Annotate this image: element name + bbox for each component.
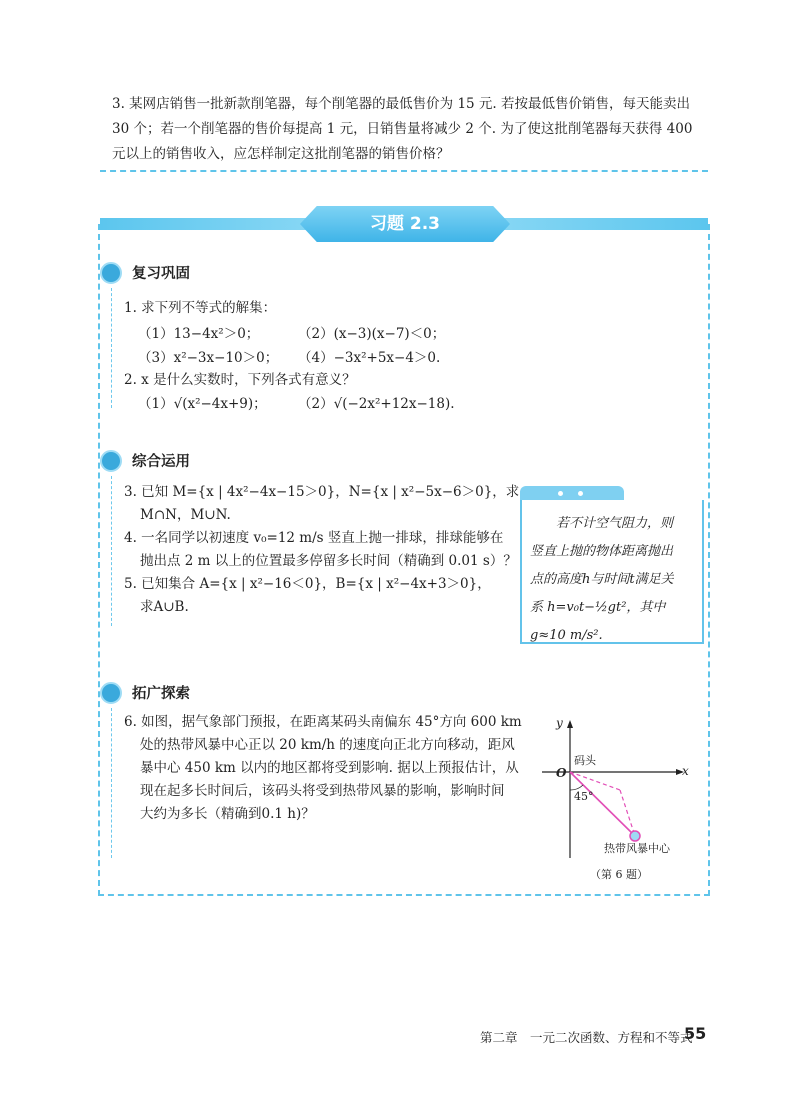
exercise-title: 习题 2.3	[369, 214, 441, 234]
tip-text	[530, 510, 696, 650]
chapter-footer: 第二章 一元二次函数、方程和不等式	[480, 1030, 693, 1045]
storm-label: 热带风暴中心	[604, 842, 670, 855]
section-title-review: 复习巩固	[132, 266, 190, 282]
dashed-line	[570, 772, 620, 790]
tip-line: 点的高度h与时间t满足关	[530, 572, 674, 587]
top-problem-text: 3. 某网店销售一批新款削笔器，每个削笔器的最低售价为 15 元. 若按最低售价销售，每天能卖出 30 个；若一个削笔器的售价每提高 1 元，日销售量将减少 2 个. 为了使这批削笔器每天获得 400 元以上的销售收入，应怎样制定这批削笔器的销售价格？	[112, 96, 693, 162]
question-6-line-5: 大约为多长（精确到0.1 h)？	[140, 806, 315, 822]
section-title-apply: 综合运用	[132, 454, 190, 470]
question-3-line-2: M∩N，M∪N.	[140, 507, 231, 523]
page-number: 55	[684, 1024, 707, 1043]
angle-label: 45°	[574, 790, 594, 803]
tip-line: 竖直上抛的物体距离抛出	[530, 544, 674, 559]
question-6-line-3: 暴中心 450 km 以内的地区都将受到影响. 据以上预报估计，从	[140, 760, 519, 776]
question-6-line-4: 现在起多长时间后，该码头将受到热带风暴的影响，影响时间	[140, 783, 505, 799]
question-2-part-1: （1）√(x²−4x+9)；	[138, 396, 267, 412]
question-2-part-2: （2）√(−2x²+12x−18).	[298, 396, 455, 412]
explore-icon	[100, 682, 122, 704]
question-1-part-4: （4）−3x²+5x−4＞0.	[298, 350, 441, 366]
question-6-line-2: 处的热带风暴中心正以 20 km/h 的速度向正北方向移动，距风	[140, 737, 515, 753]
tip-line: 若不计空气阻力，则	[556, 516, 674, 531]
question-5-line-1: 5. 已知集合 A={x | x²−16＜0}，B={x | x²−4x+3＞0}，	[124, 576, 491, 592]
question-1: 1. 求下列不等式的解集：	[124, 300, 277, 316]
dock-label: 码头	[574, 754, 596, 767]
section-guide-line	[111, 288, 112, 408]
tip-line: g≈10 m/s².	[530, 628, 603, 643]
section-guide-line	[111, 476, 112, 626]
storm-diagram	[540, 718, 700, 888]
section-guide-line	[111, 708, 112, 858]
section-title-explore: 拓广探索	[132, 686, 190, 702]
y-axis-arrow	[567, 720, 573, 728]
path-line	[570, 772, 635, 836]
y-label: y	[556, 716, 563, 730]
cycle-icon	[100, 450, 122, 472]
tip-line: 系 h=v₀t−½gt²，其中	[530, 600, 666, 615]
dashed-divider	[100, 170, 708, 172]
question-6-line-1: 6. 如图，据气象部门预报，在距离某码头南偏东 45°方向 600 km	[124, 714, 522, 730]
question-5-line-2: 求A∪B.	[140, 599, 189, 615]
layers-icon	[100, 262, 122, 284]
question-4-line-1: 4. 一名同学以初速度 v₀=12 m/s 竖直上抛一排球，排球能够在	[124, 530, 504, 546]
question-1-part-3: （3）x²−3x−10＞0；	[138, 350, 279, 366]
x-label: x	[682, 764, 689, 778]
question-3-line-1: 3. 已知 M={x | 4x²−4x−15＞0}，N={x | x²−5x−6＞0}，求	[124, 484, 520, 500]
figure-caption: （第 6 题）	[590, 868, 648, 881]
question-1-part-1: （1）13−4x²＞0；	[138, 326, 260, 342]
question-4-line-2: 抛出点 2 m 以上的位置最多停留多长时间（精确到 0.01 s）？	[140, 553, 517, 569]
origin-label: O	[556, 766, 567, 780]
question-1-part-2: （2）(x−3)(x−7)＜0；	[298, 326, 446, 342]
question-2: 2. x 是什么实数时，下列各式有意义？	[124, 372, 356, 388]
